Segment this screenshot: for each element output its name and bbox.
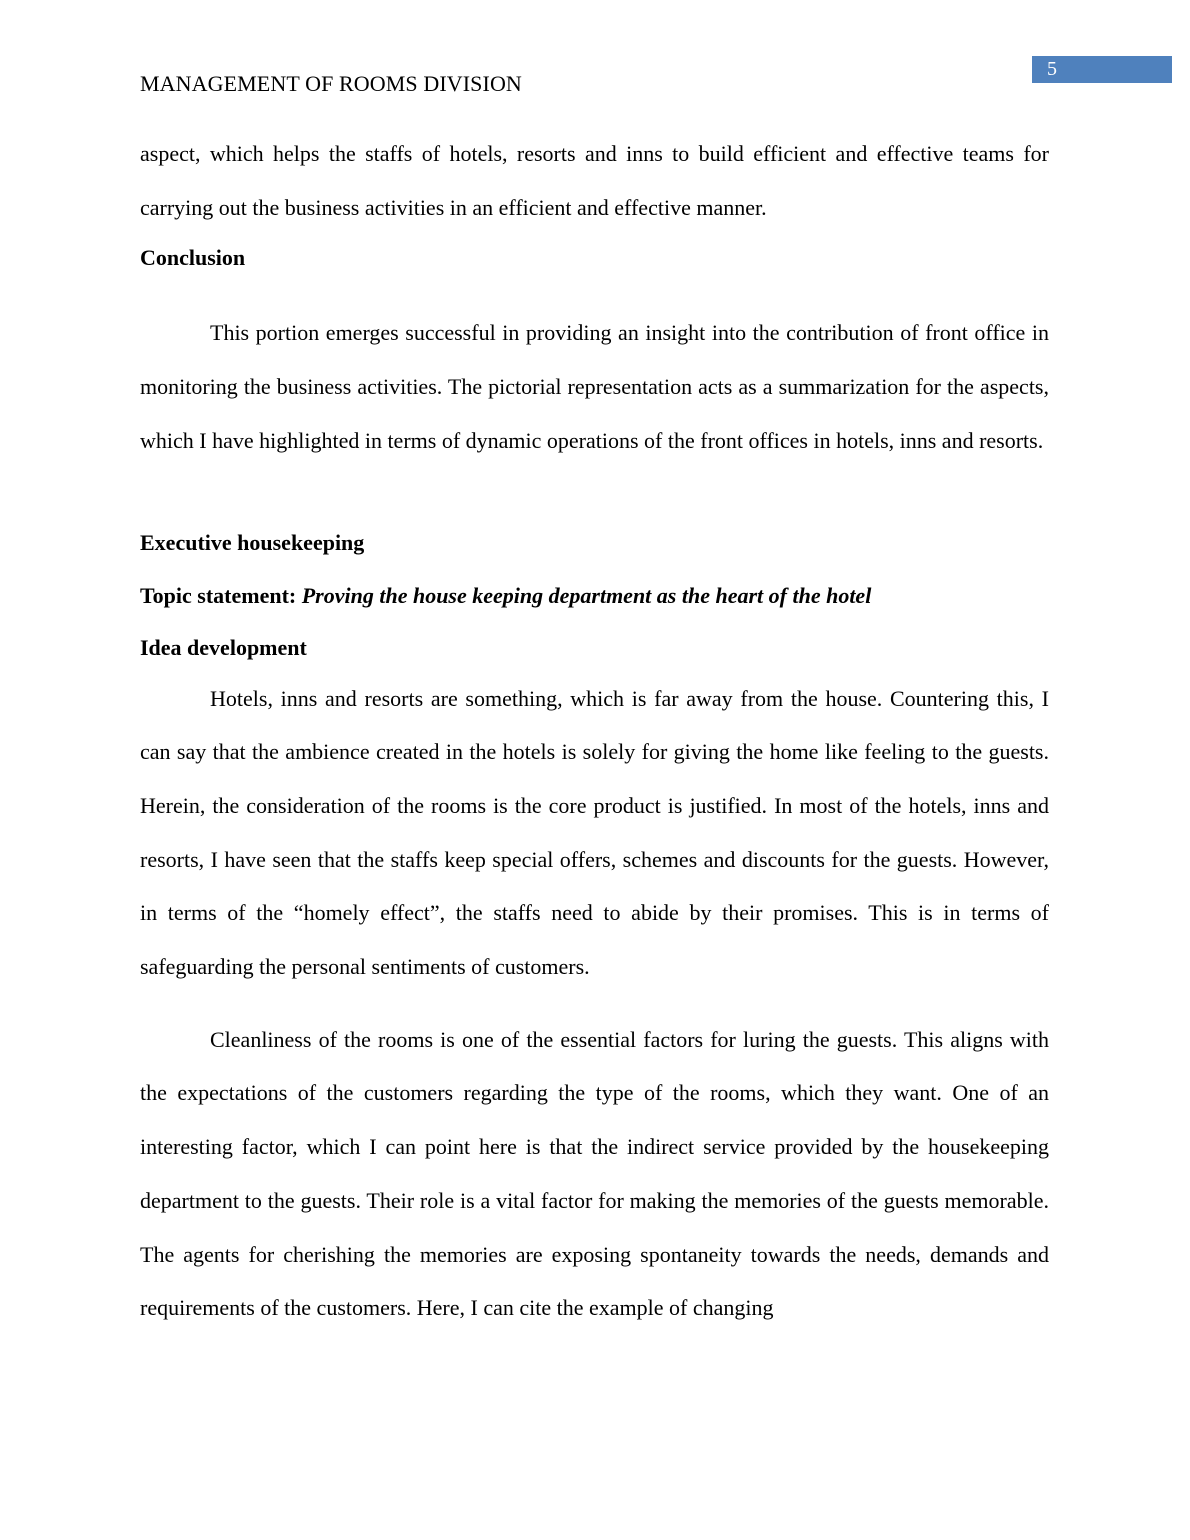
topic-label: Topic statement: — [140, 582, 297, 608]
topic-statement: Proving the house keeping department as the heart of the hotel — [301, 582, 872, 608]
conclusion-heading: Conclusion — [140, 245, 246, 271]
topic-statement-line — [140, 581, 1049, 611]
conclusion-paragraph: This portion emerges successful in providing an insight into the contribution of front office in monitoring the business activities. The pictorial representation acts as a summarization for the aspects, which I have highlighted in terms of dynamic operations of the front offices in hotels, inns and resorts. — [140, 320, 1049, 453]
idea-development-heading: Idea development — [140, 634, 307, 660]
section-heading: Executive housekeeping — [140, 529, 365, 555]
page-number: 5 — [1032, 56, 1172, 83]
document-body — [140, 127, 1049, 1335]
paragraph-homely-effect: Hotels, inns and resorts are something, which is far away from the house. Countering this, I can say that the ambience created in the hotels is solely for giving the home like feeling to the guests. Herein, the consideration of the rooms is the core product is justified. In most of the hotels, inns and resorts, I have seen that the staffs keep special offers, schemes and discounts for the guests. However, in terms of the “homely effect”, the staffs need to abide by their promises. This is in terms of safeguarding the personal sentiments of customers. — [140, 685, 1049, 980]
running-head: MANAGEMENT OF ROOMS DIVISION — [140, 71, 522, 96]
paragraph-cleanliness: Cleanliness of the rooms is one of the essential factors for luring the guests. This aligns with the expectations of the customers regarding the type of the rooms, which they want. One of an interesting factor, which I can point here is that the indirect service provided by the housekeeping department to the guests. Their role is a vital factor for making the memories of the guests memorable. The agents for cherishing the memories are exposing spontaneity towards the needs, demands and requirements of the customers. Here, I can cite the example of changing — [140, 1026, 1049, 1321]
intro-paragraph: aspect, which helps the staffs of hotels, resorts and inns to build efficient and effective teams for carrying out the business activities in an efficient and effective manner. — [140, 141, 1049, 220]
